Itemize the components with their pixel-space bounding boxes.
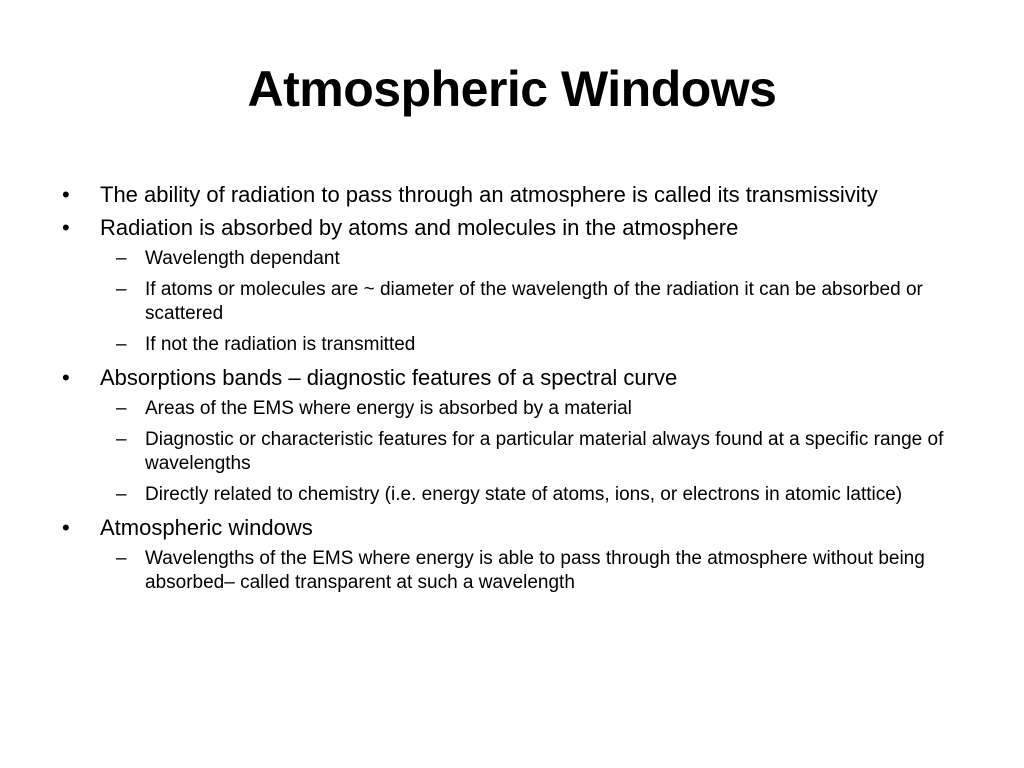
sub-item-text: If not the radiation is transmitted (145, 334, 416, 355)
sub-item (100, 547, 972, 595)
bullet-text: Absorptions bands – diagnostic features of a spectral curve (100, 365, 678, 390)
bullet-text: Atmospheric windows (100, 515, 313, 540)
sub-item-text: If atoms or molecules are ~ diameter of the wavelength of the radiation it can be absorbed or scattered (145, 279, 923, 324)
bullet-item (62, 182, 972, 207)
sub-item (100, 333, 972, 357)
sub-item-text: Directly related to chemistry (i.e. energy state of atoms, ions, or electrons in atomic lattice) (145, 484, 903, 505)
sub-item (100, 397, 972, 421)
bullet-icon: • (62, 515, 70, 540)
dash-icon: – (116, 484, 127, 505)
dash-icon: – (116, 334, 127, 355)
sub-item-text: Wavelength dependant (145, 248, 340, 269)
sub-item (100, 428, 972, 476)
bullet-item (62, 215, 972, 357)
sub-item (100, 483, 972, 507)
slide-body (62, 182, 972, 603)
sub-list (100, 547, 972, 595)
sub-item (100, 247, 972, 271)
bullet-icon: • (62, 182, 70, 207)
sub-item-text: Diagnostic or characteristic features for a particular material always found at a specific range of wavelengths (145, 429, 944, 474)
bullet-item (62, 365, 972, 507)
dash-icon: – (116, 398, 127, 419)
slide-title: Atmospheric Windows (247, 61, 777, 117)
dash-icon: – (116, 429, 127, 450)
bullet-icon: • (62, 215, 70, 240)
bullet-item (62, 515, 972, 595)
sub-item-text: Wavelengths of the EMS where energy is able to pass through the atmosphere without being absorbed– called transparent at such a wavelength (145, 548, 925, 593)
dash-icon: – (116, 548, 127, 569)
sub-item (100, 278, 972, 326)
bullet-text: Radiation is absorbed by atoms and molecules in the atmosphere (100, 215, 739, 240)
sub-list (100, 247, 972, 357)
sub-item-text: Areas of the EMS where energy is absorbed by a material (145, 398, 632, 419)
bullet-icon: • (62, 365, 70, 390)
dash-icon: – (116, 279, 127, 300)
bullet-text: The ability of radiation to pass through an atmosphere is called its transmissivity (100, 182, 878, 207)
sub-list (100, 397, 972, 507)
dash-icon: – (116, 248, 127, 269)
